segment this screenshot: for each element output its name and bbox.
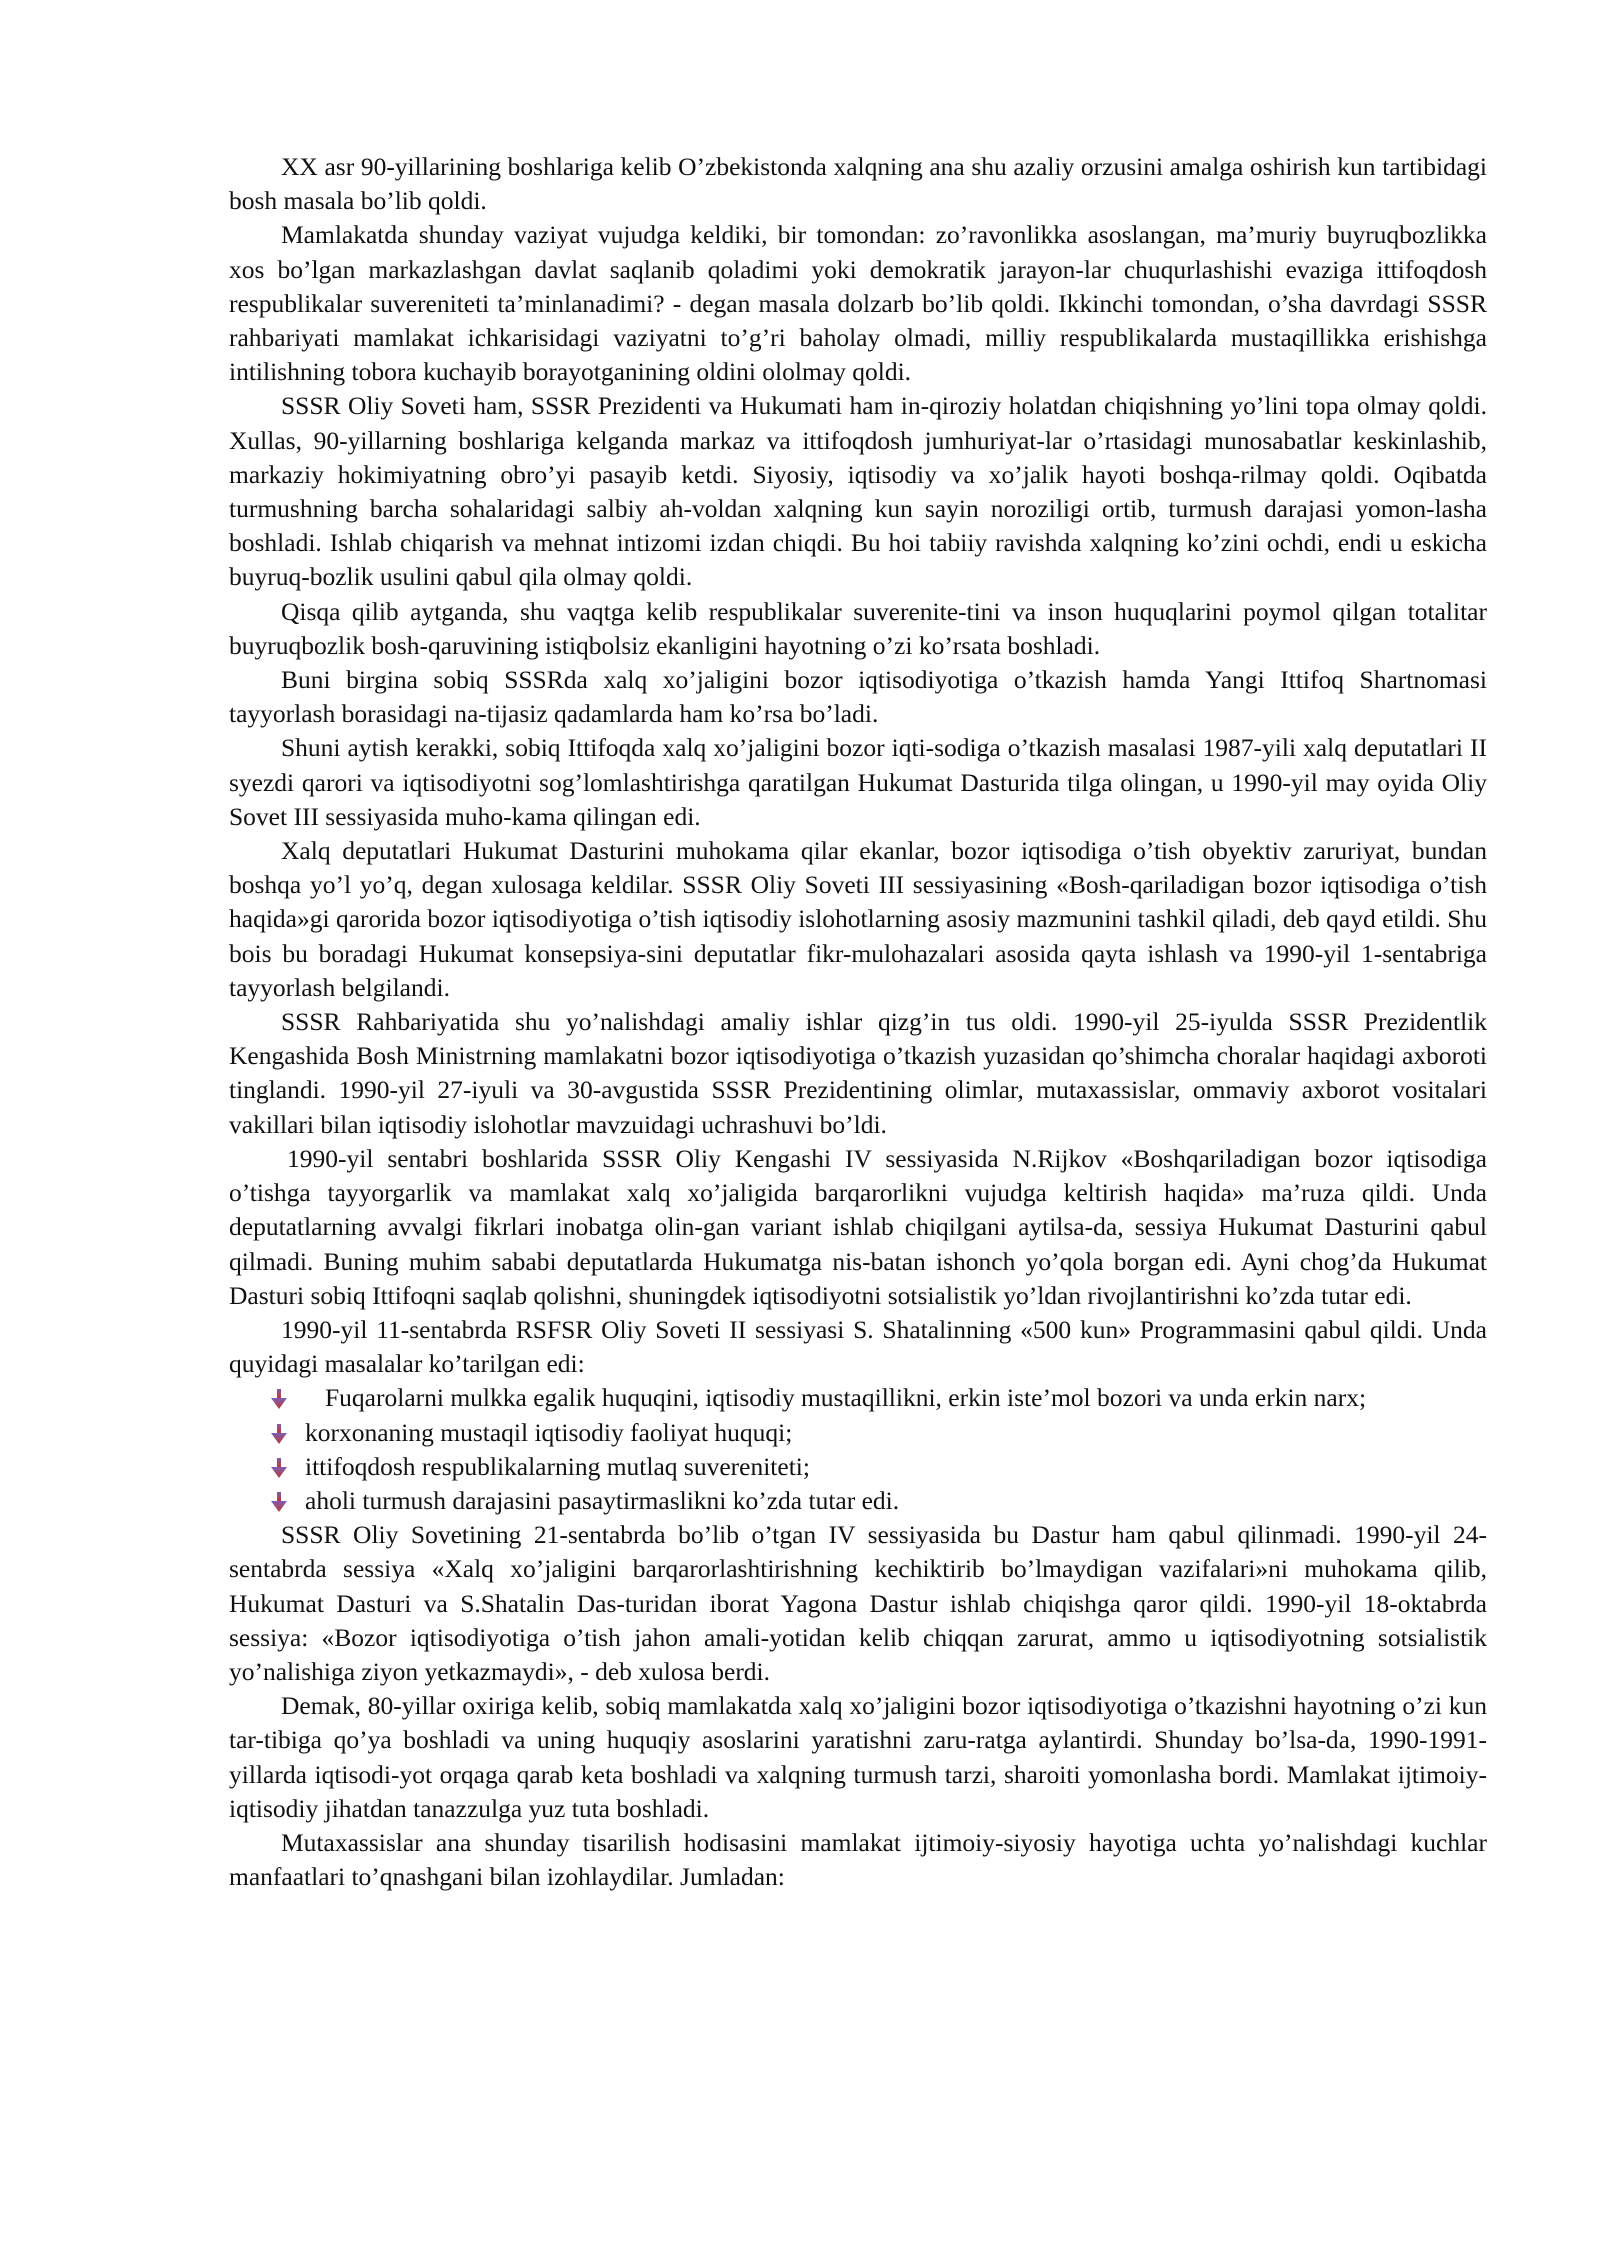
document-page xyxy=(229,150,1487,1894)
paragraph-situation: Mamlakatda shunday vaziyat vujudga keldiki, bir tomondan: zo’ravonlikka asoslangan, ma’muriy buyruqbozlikka xos bo’lgan markazlashgan davlat saqlanib qoladimi yoki demokratik jarayon-lar chuqurlashishi evaziga ittifoqdosh respublikalar suvereniteti ta’minlanadimi? - degan masala dolzarb bo’lib qoldi. Ikkinchi tomondan, o’sha davrdagi SSSR rahbariyati mamlakat ichkarisidagi vaziyatni to’g’ri baholay olmadi, milliy respublikalarda mustaqillikka erishishga intilishning tobora kuchayib borayotganining oldini ololmay qoldi. xyxy=(229,220,1487,387)
arrow-down-bullet-icon xyxy=(269,1491,289,1513)
program-points-list xyxy=(229,1381,1487,1518)
paragraph-leadership-work: SSSR Rahbariyatida shu yo’nalishdagi amaliy ishlar qizg’in tus oldi. 1990-yil 25-iyulda SSSR Prezidentlik Kengashida Bosh Ministrning mamlakatni bozor iqtisodiyotiga o’tkazish yuzasidan qo’shimcha choralar haqidagi axboroti tinglandi. 1990-yil 27-iyuli va 30-avgustida SSSR Prezidentining olimlar, mutaxassislar, ommaviy axborot vositalari vakillari bilan iqtisodiy islohotlar mavzuidagi uchrashuvi bo’ldi. xyxy=(229,1007,1487,1139)
paragraph-rijkov-report: 1990-yil sentabri boshlarida SSSR Oliy Kengashi IV sessiyasida N.Rijkov «Boshqariladigan bozor iqtisodiga o’tishga tayyorgarlik va mamlakat xalq xo’jaligida barqarorlikni vujudga keltirish haqida» ma’ruza qildi. Unda deputatlarning avvalgi fikrlari inobatga olin-gan variant ishlab chiqilgani aytilsa-da, sessiya Hukumat Dasturini qabul qilmadi. Buning muhim sababi deputatlarda Hukumatga nis-batan ishonch yo’qola borgan edi. Ayni chog’da Hukumat Dasturi sobiq Ittifoqni saqlab qolishni, shuningdek iqtisodiyotni sotsialistik yo’ldan rivojlantirishni ko’zda tutar edi. xyxy=(229,1143,1487,1310)
list-item xyxy=(229,1484,1487,1518)
paragraph-dastur-rejected: SSSR Oliy Sovetining 21-sentabrda bo’lib o’tgan IV sessiyasida bu Dastur ham qabul qilinmadi. 1990-yil 24-sentabrda sessiya «Xalq xo’jaligini barqarorlashtirishning kechiktirib bo’lmaydigan vazifalari»ni muhokama qilib, Hukumat Dasturi va S.Shatalin Das-turidan iborat Yagona Dastur ishlab chiqishga qaror qildi. 1990-yil 18-oktabrda sessiya: «Bozor iqtisodiyotiga o’tish jahon amali-yotidan kelib chiqqan zarurat, ammo u iqtisodiyotning sotsialistik yo’nalishiga ziyon yetkazmaydi», - deb xulosa berdi. xyxy=(229,1520,1487,1686)
paragraph-summary: Qisqa qilib aytganda, shu vaqtga kelib respublikalar suverenite-tini va inson huquqlarini poymol qilgan totalitar buyruqbozlik bosh-qaruvining istiqbolsiz ekanligini hayotning o’zi ko’rsata boshladi. xyxy=(229,596,1487,660)
list-item xyxy=(229,1450,1487,1484)
list-item-text: korxonaning mustaqil iqtisodiy faoliyat huquqi; xyxy=(305,1417,793,1447)
list-item-text: Fuqarolarni mulkka egalik huquqini, iqtisodiy mustaqillikni, erkin iste’mol bozori va unda erkin narx; xyxy=(325,1383,1367,1413)
paragraph-specialists: Mutaxassislar ana shunday tisarilish hodisasini mamlakat ijtimoiy-siyosiy hayotiga uchta yo’nalishdagi kuchlar manfaatlari to’qnashgani bilan izohlaydilar. Jumladan: xyxy=(229,1827,1487,1892)
paragraph-1987-program: Shuni aytish kerakki, sobiq Ittifoqda xalq xo’jaligini bozor iqti-sodiga o’tkazish masalasi 1987-yili xalq deputatlari II syezdi qarori va iqtisodiyotni sog’lomlashtirishga qaratilgan Hukumat Dasturida tilga olingan, u 1990-yil may oyida Oliy Sovet III sessiyasida muho-kama qilingan edi. xyxy=(229,733,1487,831)
paragraph-80s-conclusion: Demak, 80-yillar oxiriga kelib, sobiq mamlakatda xalq xo’jaligini bozor iqtisodiyotiga o’tkazishni hayotning o’zi kun tar-tibiga qo’ya boshladi va uning huquqiy asoslarini yaratishni zaru-ratga aylantirdi. Shunday bo’lsa-da, 1990-1991-yillarda iqtisodi-yot orqaga qarab keta boshladi va xalqning turmush tarzi, sharoiti yomonlasha bordi. Mamlakat ijtimoiy-iqtisodiy jihatdan tanazzulga yuz tuta boshladi. xyxy=(229,1691,1487,1823)
paragraph-intro: XX asr 90-yillarining boshlariga kelib O’zbekistonda xalqning ana shu azaliy orzusini amalga oshirish kun tartibidagi bosh masala bo’lib qoldi. xyxy=(229,152,1487,216)
arrow-down-bullet-icon xyxy=(269,1423,289,1445)
paragraph-market-transition: Buni birgina sobiq SSSRda xalq xo’jaligini bozor iqtisodiyotiga o’tkazish hamda Yangi Ittifoq Shartnomasi tayyorlash borasidagi na-tijasiz qadamlarda ham ko’rsa bo’ladi. xyxy=(229,665,1487,729)
list-item-text: ittifoqdosh respublikalarning mutlaq suvereniteti; xyxy=(305,1451,810,1481)
list-item xyxy=(229,1381,1487,1415)
paragraph-deputies-discussion: Xalq deputatlari Hukumat Dasturini muhokama qilar ekanlar, bozor iqtisodiga o’tish obyektiv zaruriyat, bundan boshqa yo’l yo’q, degan xulosaga keldilar. SSSR Oliy Soveti III sessiyasining «Bosh-qariladigan bozor iqtisodiga o’tish haqida»gi qarorida bozor iqtisodiyotiga o’tish iqtisodiy islohotlarning asosiy mazmunini tashkil qiladi, deb qayd etildi. Shu bois bu boradagi Hukumat konsepsiya-sini deputatlar fikr-mulohazalari asosida qayta ishlash va 1990-yil 1-sentabriga tayyorlash belgilandi. xyxy=(229,836,1487,1002)
paragraph-500-days: 1990-yil 11-sentabrda RSFSR Oliy Soveti II sessiyasi S. Shatalinning «500 kun» Programmasini qabul qildi. Unda quyidagi masalalar ko’tarilgan edi: xyxy=(229,1314,1487,1379)
arrow-down-bullet-icon xyxy=(269,1457,289,1479)
list-item xyxy=(229,1416,1487,1450)
paragraph-crisis: SSSR Oliy Soveti ham, SSSR Prezidenti va Hukumati ham in-qiroziy holatdan chiqishning yo’lini topa olmay qoldi. Xullas, 90-yillarning boshlariga kelganda markaz va ittifoqdosh jumhuriyat-lar o’rtasidagi munosabatlar keskinlashib, markaziy hokimiyatning obro’yi pasayib ketdi. Siyosiy, iqtisodiy va xo’jalik hayoti boshqa-rilmay qoldi. Oqibatda turmushning barcha sohalaridagi salbiy ah-voldan xalqning kun sayin noroziligi ortib, turmush darajasi yomon-lasha boshladi. Ishlab chiqarish va mehnat intizomi izdan chiqdi. Bu hoi tabiiy ravishda xalqning ko’zini ochdi, endi u eskicha buyruq-bozlik usulini qabul qila olmay qoldi. xyxy=(229,391,1487,592)
arrow-down-bullet-icon xyxy=(269,1388,289,1410)
list-item-text: aholi turmush darajasini pasaytirmaslikni ko’zda tutar edi. xyxy=(305,1485,900,1515)
